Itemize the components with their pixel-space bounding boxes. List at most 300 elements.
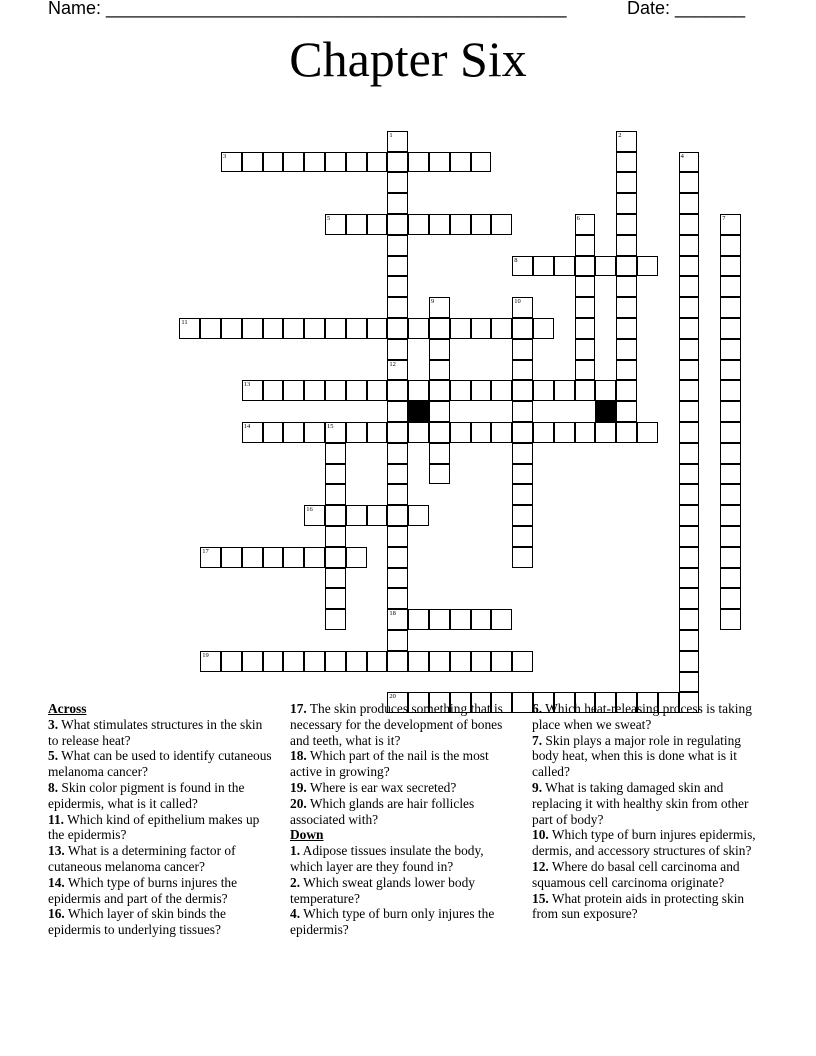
grid-cell[interactable] <box>679 152 700 173</box>
grid-cell[interactable] <box>533 256 554 277</box>
grid-cell[interactable] <box>304 422 325 443</box>
grid-cell[interactable] <box>200 318 221 339</box>
clue-number-label: 2 <box>618 131 622 139</box>
grid-cell[interactable] <box>304 152 325 173</box>
grid-cell[interactable] <box>283 380 304 401</box>
grid-cell[interactable] <box>616 339 637 360</box>
grid-cell[interactable] <box>408 609 429 630</box>
grid-cell[interactable] <box>679 360 700 381</box>
grid-cell[interactable] <box>387 609 408 630</box>
grid-cell[interactable] <box>387 526 408 547</box>
grid-cell[interactable] <box>450 214 471 235</box>
grid-cell[interactable] <box>429 360 450 381</box>
grid-cell[interactable] <box>429 401 450 422</box>
grid-cell[interactable] <box>616 297 637 318</box>
clue-item <box>48 875 276 907</box>
grid-cell[interactable] <box>720 214 741 235</box>
clue-number-label: 9 <box>431 298 435 306</box>
grid-cell[interactable] <box>679 568 700 589</box>
grid-cell[interactable] <box>367 651 388 672</box>
clue-item <box>290 796 518 828</box>
grid-cell[interactable] <box>554 256 575 277</box>
grid-cell[interactable] <box>325 547 346 568</box>
grid-cell[interactable] <box>387 318 408 339</box>
grid-cell[interactable] <box>679 588 700 609</box>
grid-cell[interactable] <box>533 318 554 339</box>
grid-cell[interactable] <box>283 547 304 568</box>
grid-cell[interactable] <box>554 380 575 401</box>
clue-text: Where do basal cell carcinoma and squamous cell carcinoma originate? <box>532 858 740 890</box>
clue-text: What protein aids in protecting skin from sun exposure? <box>532 890 745 922</box>
grid-cell[interactable] <box>450 152 471 173</box>
grid-cell[interactable] <box>637 422 658 443</box>
grid-cell[interactable] <box>512 360 533 381</box>
grid-cell[interactable] <box>616 152 637 173</box>
grid-cell[interactable] <box>533 380 554 401</box>
grid-cell[interactable] <box>512 401 533 422</box>
grid-cell[interactable] <box>720 297 741 318</box>
grid-cell[interactable] <box>325 152 346 173</box>
clue-text: Which type of burns injures the epidermis and part of the dermis? <box>48 874 238 906</box>
grid-cell[interactable] <box>367 380 388 401</box>
grid-cell[interactable] <box>512 256 533 277</box>
grid-cell[interactable] <box>575 214 596 235</box>
grid-cell[interactable] <box>679 172 700 193</box>
grid-cell[interactable] <box>720 360 741 381</box>
clue-number-label: 19 <box>202 651 209 659</box>
grid-cell[interactable] <box>387 484 408 505</box>
grid-cell[interactable] <box>471 422 492 443</box>
clue-number-label: 17 <box>202 547 209 555</box>
grid-cell[interactable] <box>679 547 700 568</box>
grid-cell[interactable] <box>450 609 471 630</box>
grid-cell[interactable] <box>325 318 346 339</box>
clue-number-label: 16 <box>306 506 313 514</box>
clue-text: Which sweat glands lower body temperature? <box>290 874 475 906</box>
grid-cell[interactable] <box>367 505 388 526</box>
grid-cell[interactable] <box>367 214 388 235</box>
grid-cell[interactable] <box>200 547 221 568</box>
grid-cell[interactable] <box>325 380 346 401</box>
clue-number: 10. <box>532 827 549 843</box>
grid-cell[interactable] <box>720 380 741 401</box>
clue-number-label: 20 <box>389 693 396 701</box>
grid-cell[interactable] <box>616 276 637 297</box>
grid-cell[interactable] <box>387 443 408 464</box>
grid-cell[interactable] <box>408 152 429 173</box>
grid-cell[interactable] <box>679 214 700 235</box>
grid-cell[interactable] <box>346 380 367 401</box>
grid-cell[interactable] <box>179 318 200 339</box>
clue-number: 14. <box>48 874 65 890</box>
grid-cell[interactable] <box>491 422 512 443</box>
grid-cell[interactable] <box>720 588 741 609</box>
grid-cell[interactable] <box>720 464 741 485</box>
grid-cell[interactable] <box>304 505 325 526</box>
grid-cell[interactable] <box>471 318 492 339</box>
grid-cell[interactable] <box>367 152 388 173</box>
grid-cell[interactable] <box>408 422 429 443</box>
grid-cell[interactable] <box>387 630 408 651</box>
grid-cell[interactable] <box>325 609 346 630</box>
grid-cell[interactable] <box>512 318 533 339</box>
grid-cell[interactable] <box>512 547 533 568</box>
grid-cell[interactable] <box>720 484 741 505</box>
grid-cell[interactable] <box>325 505 346 526</box>
clue-text: What stimulates structures in the skin to release heat? <box>48 716 263 748</box>
grid-cell[interactable] <box>387 131 408 152</box>
grid-cell[interactable] <box>512 380 533 401</box>
grid-cell[interactable] <box>720 276 741 297</box>
grid-cell[interactable] <box>200 651 221 672</box>
grid-cell[interactable] <box>512 297 533 318</box>
grid-cell[interactable] <box>408 380 429 401</box>
grid-cell[interactable] <box>616 318 637 339</box>
grid-cell[interactable] <box>679 443 700 464</box>
clue-text: Skin plays a major role in regulating body heat, when this is done what is it called? <box>532 732 742 780</box>
grid-cell[interactable] <box>471 380 492 401</box>
grid-cell[interactable] <box>575 235 596 256</box>
clue-text: Which type of burn only injures the epidermis? <box>290 906 495 938</box>
clue-number-label: 11 <box>181 319 188 326</box>
grid-cell[interactable] <box>346 152 367 173</box>
grid-cell[interactable] <box>325 651 346 672</box>
grid-cell[interactable] <box>616 422 637 443</box>
grid-cell[interactable] <box>429 443 450 464</box>
grid-cell[interactable] <box>346 547 367 568</box>
grid-cell[interactable] <box>512 464 533 485</box>
grid-cell[interactable] <box>575 422 596 443</box>
grid-cell[interactable] <box>679 609 700 630</box>
clue-number-label: 7 <box>722 215 726 222</box>
grid-cell[interactable] <box>679 484 700 505</box>
grid-cell[interactable] <box>283 422 304 443</box>
clue-text: Which heat-releasing process is taking place when we sweat? <box>532 701 752 732</box>
grid-cell[interactable] <box>242 422 263 443</box>
grid-cell[interactable] <box>491 609 512 630</box>
grid-cell[interactable] <box>325 484 346 505</box>
clue-item <box>48 812 276 844</box>
grid-cell[interactable] <box>679 339 700 360</box>
grid-cell[interactable] <box>387 588 408 609</box>
grid-cell[interactable] <box>679 276 700 297</box>
clue-item <box>48 843 276 875</box>
grid-cell[interactable] <box>346 214 367 235</box>
grid-cell[interactable] <box>429 651 450 672</box>
clue-number: 2. <box>290 874 301 890</box>
clue-number-label: 12 <box>389 360 396 368</box>
grid-cell[interactable] <box>575 380 596 401</box>
grid-cell[interactable] <box>408 505 429 526</box>
grid-cell[interactable] <box>387 464 408 485</box>
grid-cell[interactable] <box>325 588 346 609</box>
grid-cell[interactable] <box>720 609 741 630</box>
clue-item <box>48 906 276 938</box>
clue-item <box>48 748 276 780</box>
clue-number: 17. <box>290 701 307 716</box>
grid-cell[interactable] <box>720 318 741 339</box>
clue-item <box>532 891 760 923</box>
grid-cell[interactable] <box>491 214 512 235</box>
clues-column-3 <box>532 701 760 922</box>
grid-cell[interactable] <box>575 339 596 360</box>
grid-cell[interactable] <box>512 422 533 443</box>
clue-item <box>290 843 518 875</box>
grid-cell[interactable] <box>471 152 492 173</box>
clue-number: 11. <box>48 811 64 827</box>
grid-cell[interactable] <box>575 318 596 339</box>
clues-column-1 <box>48 701 276 938</box>
grid-cell[interactable] <box>616 256 637 277</box>
grid-cell[interactable] <box>367 318 388 339</box>
grid-cell[interactable] <box>325 443 346 464</box>
grid-cell[interactable] <box>679 401 700 422</box>
grid-cell[interactable] <box>263 380 284 401</box>
grid-cell[interactable] <box>346 505 367 526</box>
clue-number: 18. <box>290 748 307 764</box>
grid-cell[interactable] <box>720 339 741 360</box>
grid-cell[interactable] <box>387 172 408 193</box>
grid-cell[interactable] <box>679 464 700 485</box>
grid-cell[interactable] <box>283 651 304 672</box>
clue-number: 12. <box>532 858 549 874</box>
clue-number-label: 13 <box>243 381 251 389</box>
clue-number-label: 18 <box>389 610 396 618</box>
clue-number: 16. <box>48 906 65 922</box>
grid-cell[interactable] <box>575 360 596 381</box>
grid-cell[interactable] <box>575 297 596 318</box>
clue-number: 4. <box>290 906 301 922</box>
grid-cell[interactable] <box>512 339 533 360</box>
grid-cell[interactable] <box>242 318 263 339</box>
grid-cell[interactable] <box>616 131 637 152</box>
grid-block <box>408 401 429 422</box>
clue-text: What is taking damaged skin and replacing it with healthy skin from other part of body? <box>532 779 749 827</box>
clue-text: Which kind of epithelium makes up the epidermis? <box>48 811 260 843</box>
grid-cell[interactable] <box>387 297 408 318</box>
grid-cell[interactable] <box>346 422 367 443</box>
grid-cell[interactable] <box>679 422 700 443</box>
grid-cell[interactable] <box>429 297 450 318</box>
grid-cell[interactable] <box>512 526 533 547</box>
grid-cell[interactable] <box>616 214 637 235</box>
grid-cell[interactable] <box>595 380 616 401</box>
grid-cell[interactable] <box>367 422 388 443</box>
grid-cell[interactable] <box>679 297 700 318</box>
clue-number-label: 4 <box>680 152 684 160</box>
grid-cell[interactable] <box>471 609 492 630</box>
grid-cell[interactable] <box>616 193 637 214</box>
grid-cell[interactable] <box>263 422 284 443</box>
clue-number: 9. <box>532 779 543 795</box>
grid-cell[interactable] <box>387 214 408 235</box>
grid-cell[interactable] <box>221 152 242 173</box>
clue-number: 15. <box>532 890 549 906</box>
grid-cell[interactable] <box>325 526 346 547</box>
grid-cell[interactable] <box>325 464 346 485</box>
grid-cell[interactable] <box>616 172 637 193</box>
grid-cell[interactable] <box>304 318 325 339</box>
grid-cell[interactable] <box>387 360 408 381</box>
grid-cell[interactable] <box>512 505 533 526</box>
grid-cell[interactable] <box>491 318 512 339</box>
grid-cell[interactable] <box>720 256 741 277</box>
clue-item <box>290 906 518 938</box>
grid-cell[interactable] <box>387 152 408 173</box>
clue-text: Where is ear wax secreted? <box>306 779 457 795</box>
grid-cell[interactable] <box>679 256 700 277</box>
grid-cell[interactable] <box>346 651 367 672</box>
grid-cell[interactable] <box>242 547 263 568</box>
grid-cell[interactable] <box>429 422 450 443</box>
grid-cell[interactable] <box>263 152 284 173</box>
grid-cell[interactable] <box>387 380 408 401</box>
grid-cell[interactable] <box>512 443 533 464</box>
clue-text: What can be used to identify cutaneous melanoma cancer? <box>48 748 272 780</box>
grid-cell[interactable] <box>720 505 741 526</box>
grid-cell[interactable] <box>429 152 450 173</box>
grid-cell[interactable] <box>679 630 700 651</box>
grid-cell[interactable] <box>346 318 367 339</box>
grid-cell[interactable] <box>242 380 263 401</box>
grid-cell[interactable] <box>679 505 700 526</box>
grid-cell[interactable] <box>679 380 700 401</box>
grid-cell[interactable] <box>304 651 325 672</box>
grid-cell[interactable] <box>387 276 408 297</box>
grid-cell[interactable] <box>491 380 512 401</box>
clue-item <box>532 733 760 780</box>
grid-cell[interactable] <box>387 401 408 422</box>
grid-cell[interactable] <box>325 568 346 589</box>
grid-cell[interactable] <box>679 235 700 256</box>
clue-item <box>290 875 518 907</box>
grid-cell[interactable] <box>616 380 637 401</box>
grid-cell[interactable] <box>616 360 637 381</box>
grid-cell[interactable] <box>595 422 616 443</box>
clues-column-2 <box>290 701 518 938</box>
clue-number-label: 5 <box>327 215 331 222</box>
clue-item <box>290 780 518 796</box>
grid-cell[interactable] <box>387 235 408 256</box>
grid-cell[interactable] <box>450 380 471 401</box>
grid-cell[interactable] <box>720 547 741 568</box>
grid-cell[interactable] <box>429 464 450 485</box>
clue-number-label: 14 <box>243 423 251 430</box>
grid-cell[interactable] <box>533 422 554 443</box>
clue-text: Which part of the nail is the most active in growing? <box>290 748 489 780</box>
grid-cell[interactable] <box>263 318 284 339</box>
grid-cell[interactable] <box>512 651 533 672</box>
grid-cell[interactable] <box>450 651 471 672</box>
grid-cell[interactable] <box>325 422 346 443</box>
grid-cell[interactable] <box>408 214 429 235</box>
grid-cell[interactable] <box>679 651 700 672</box>
grid-cell[interactable] <box>408 318 429 339</box>
grid-cell[interactable] <box>408 651 429 672</box>
grid-cell[interactable] <box>720 235 741 256</box>
clue-text: Which glands are hair follicles associated with? <box>290 795 475 827</box>
clue-item <box>48 780 276 812</box>
grid-cell[interactable] <box>325 214 346 235</box>
clue-item <box>48 717 276 749</box>
grid-cell[interactable] <box>679 672 700 693</box>
clue-number-label: 3 <box>223 152 227 160</box>
grid-cell[interactable] <box>429 214 450 235</box>
grid-cell[interactable] <box>512 484 533 505</box>
grid-cell[interactable] <box>679 193 700 214</box>
clue-text: The skin produces something that is necessary for the development of bones and teeth, what is it? <box>290 701 503 748</box>
down-heading: Down <box>290 827 324 843</box>
grid-cell[interactable] <box>471 651 492 672</box>
grid-cell[interactable] <box>263 651 284 672</box>
grid-cell[interactable] <box>221 547 242 568</box>
grid-cell[interactable] <box>387 339 408 360</box>
grid-cell[interactable] <box>387 193 408 214</box>
clue-number: 13. <box>48 843 65 859</box>
grid-cell[interactable] <box>387 547 408 568</box>
across-heading: Across <box>48 701 87 716</box>
grid-cell[interactable] <box>221 651 242 672</box>
grid-cell[interactable] <box>283 152 304 173</box>
grid-cell[interactable] <box>429 339 450 360</box>
grid-cell[interactable] <box>387 651 408 672</box>
grid-cell[interactable] <box>720 443 741 464</box>
grid-cell[interactable] <box>387 422 408 443</box>
clue-number: 5. <box>48 748 59 764</box>
grid-cell[interactable] <box>720 422 741 443</box>
grid-cell[interactable] <box>304 547 325 568</box>
grid-cell[interactable] <box>242 651 263 672</box>
grid-cell[interactable] <box>242 152 263 173</box>
grid-cell[interactable] <box>387 568 408 589</box>
grid-cell[interactable] <box>429 318 450 339</box>
clue-item <box>532 701 760 733</box>
grid-cell[interactable] <box>616 235 637 256</box>
grid-cell[interactable] <box>720 401 741 422</box>
grid-cell[interactable] <box>450 318 471 339</box>
grid-cell[interactable] <box>554 422 575 443</box>
grid-cell[interactable] <box>720 526 741 547</box>
grid-cell[interactable] <box>429 380 450 401</box>
grid-cell[interactable] <box>450 422 471 443</box>
grid-cell[interactable] <box>575 276 596 297</box>
grid-cell[interactable] <box>263 547 284 568</box>
grid-cell[interactable] <box>595 256 616 277</box>
clue-number: 6. <box>532 701 543 716</box>
grid-cell[interactable] <box>387 505 408 526</box>
clue-number-label: 15 <box>327 423 334 430</box>
grid-cell[interactable] <box>491 651 512 672</box>
grid-cell[interactable] <box>679 526 700 547</box>
grid-cell[interactable] <box>679 318 700 339</box>
clue-text: Adipose tissues insulate the body, which layer are they found in? <box>290 843 484 874</box>
clue-item <box>532 827 760 859</box>
clue-number-label: 6 <box>576 215 580 222</box>
clue-item <box>532 859 760 891</box>
clue-number-label: 10 <box>514 298 521 306</box>
name-field: Name: ______________________________________________ <box>48 0 567 18</box>
grid-cell[interactable] <box>304 380 325 401</box>
grid-cell[interactable] <box>429 609 450 630</box>
grid-cell[interactable] <box>575 256 596 277</box>
grid-cell[interactable] <box>720 568 741 589</box>
grid-cell[interactable] <box>637 256 658 277</box>
grid-cell[interactable] <box>283 318 304 339</box>
grid-cell[interactable] <box>616 401 637 422</box>
grid-cell[interactable] <box>387 256 408 277</box>
grid-cell[interactable] <box>221 318 242 339</box>
grid-cell[interactable] <box>471 214 492 235</box>
